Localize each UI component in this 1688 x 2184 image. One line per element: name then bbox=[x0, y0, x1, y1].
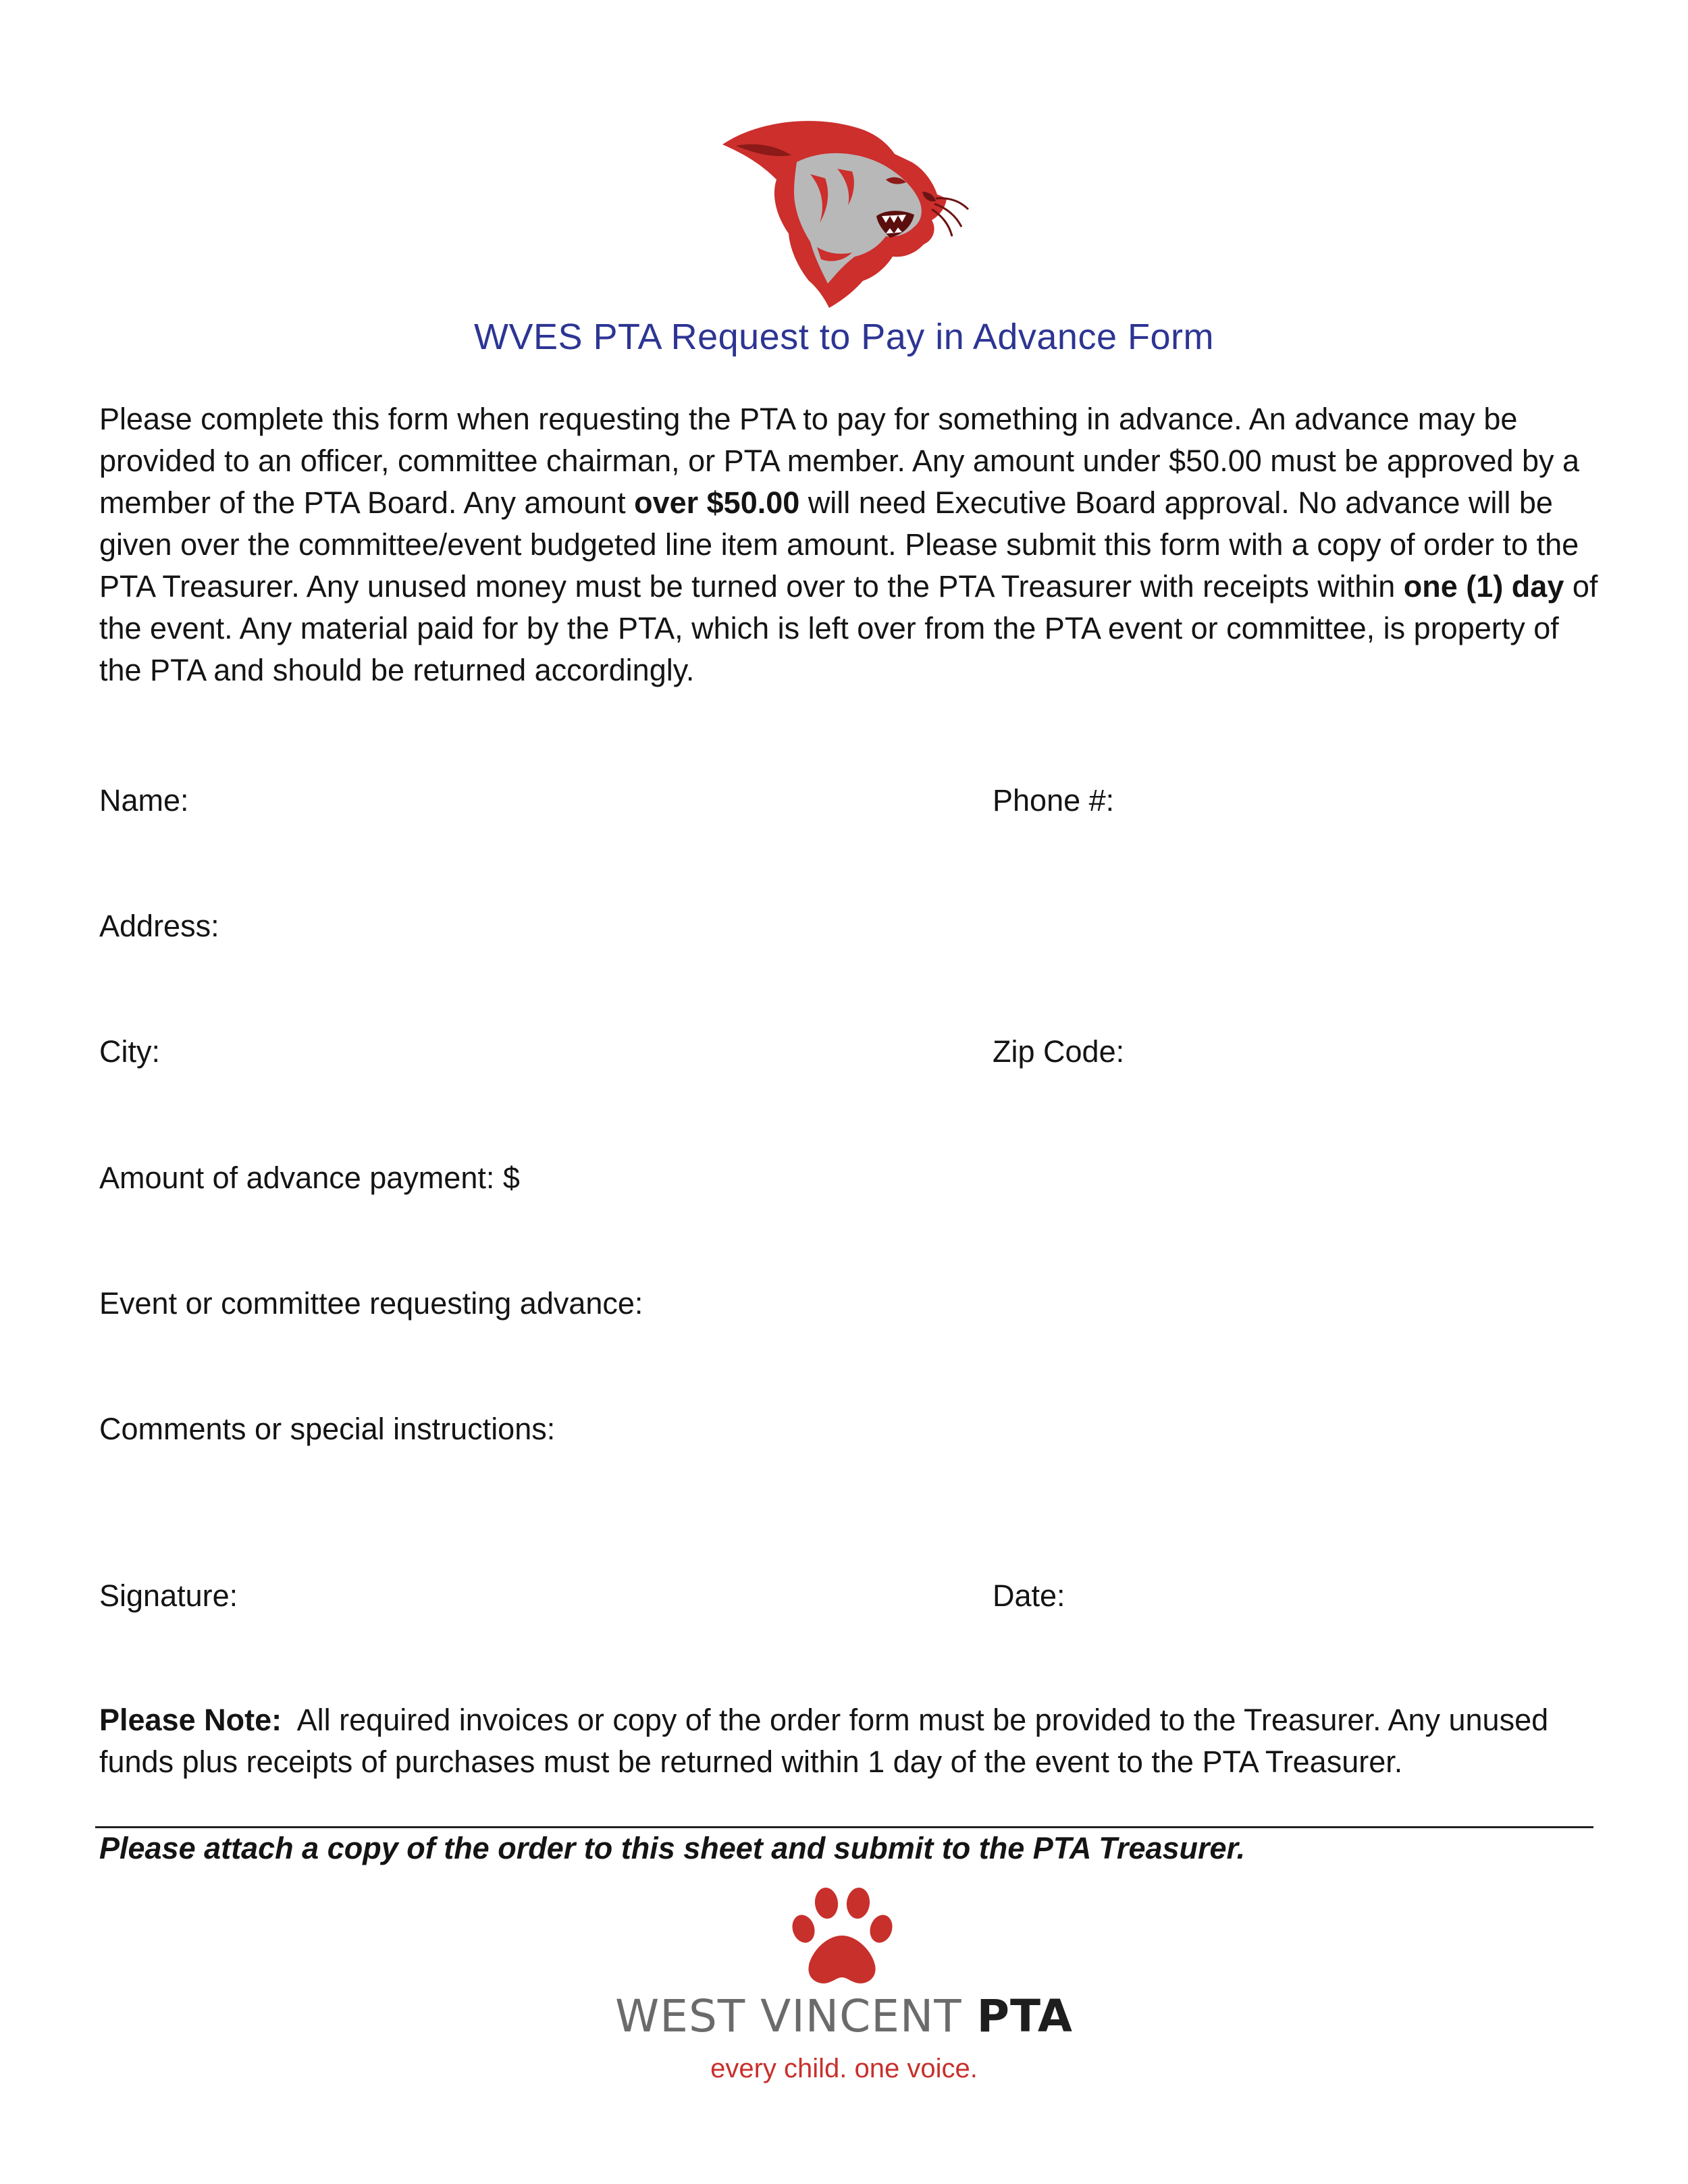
wildcat-mascot-icon bbox=[709, 115, 979, 311]
intro-paragraph: Please complete this form when requesting the PTA to pay for something in advance. An advance may be provided to an officer, committee chairman, or PTA member. Any amount under $50.00 must be approved by a member of the PTA Board. Any amount over $50.00 will need Executive Board approval. No advance will be given over the committee/event budgeted line item amount. Please submit this form with a copy of order to the PTA Treasurer. Any unused money must be turned over to the PTA Treasurer with receipts within one (1) day of the event. Any material paid for by the PTA, which is left over from the PTA event or committee, is property of the PTA and should be returned accordingly. bbox=[99, 402, 1598, 687]
zip-code-field-label: Zip Code: bbox=[993, 1034, 1125, 1069]
comments-field-label: Comments or special instructions: bbox=[99, 1412, 556, 1446]
date-field-label: Date: bbox=[993, 1578, 1065, 1613]
form-title: WVES PTA Request to Pay in Advance Form bbox=[474, 317, 1214, 357]
address-field-label: Address: bbox=[99, 909, 219, 943]
name-field-label: Name: bbox=[99, 783, 189, 818]
paw-print-icon bbox=[790, 1887, 895, 1988]
divider-line bbox=[95, 1826, 1593, 1828]
please-note-paragraph bbox=[99, 1699, 1605, 1783]
west-vincent-pta-wordmark: WEST VINCENT PTA bbox=[615, 1990, 1073, 2042]
pta-tagline: every child. one voice. bbox=[710, 2054, 978, 2083]
phone-field-label: Phone #: bbox=[993, 783, 1115, 818]
note-label: Please Note: bbox=[99, 1703, 282, 1737]
signature-field-label: Signature: bbox=[99, 1578, 238, 1613]
event-committee-field-label: Event or committee requesting advance: bbox=[99, 1286, 643, 1321]
note-text: All required invoices or copy of the order form must be provided to the Treasurer. Any unused funds plus receipts of purchases must be returned within 1 day of the event to the PTA Treasurer. bbox=[99, 1703, 1549, 1779]
advance-amount-field-label: Amount of advance payment: $ bbox=[99, 1161, 520, 1195]
city-field-label: City: bbox=[99, 1034, 160, 1069]
attach-instruction: Please attach a copy of the order to this sheet and submit to the PTA Treasurer. bbox=[99, 1831, 1246, 1865]
